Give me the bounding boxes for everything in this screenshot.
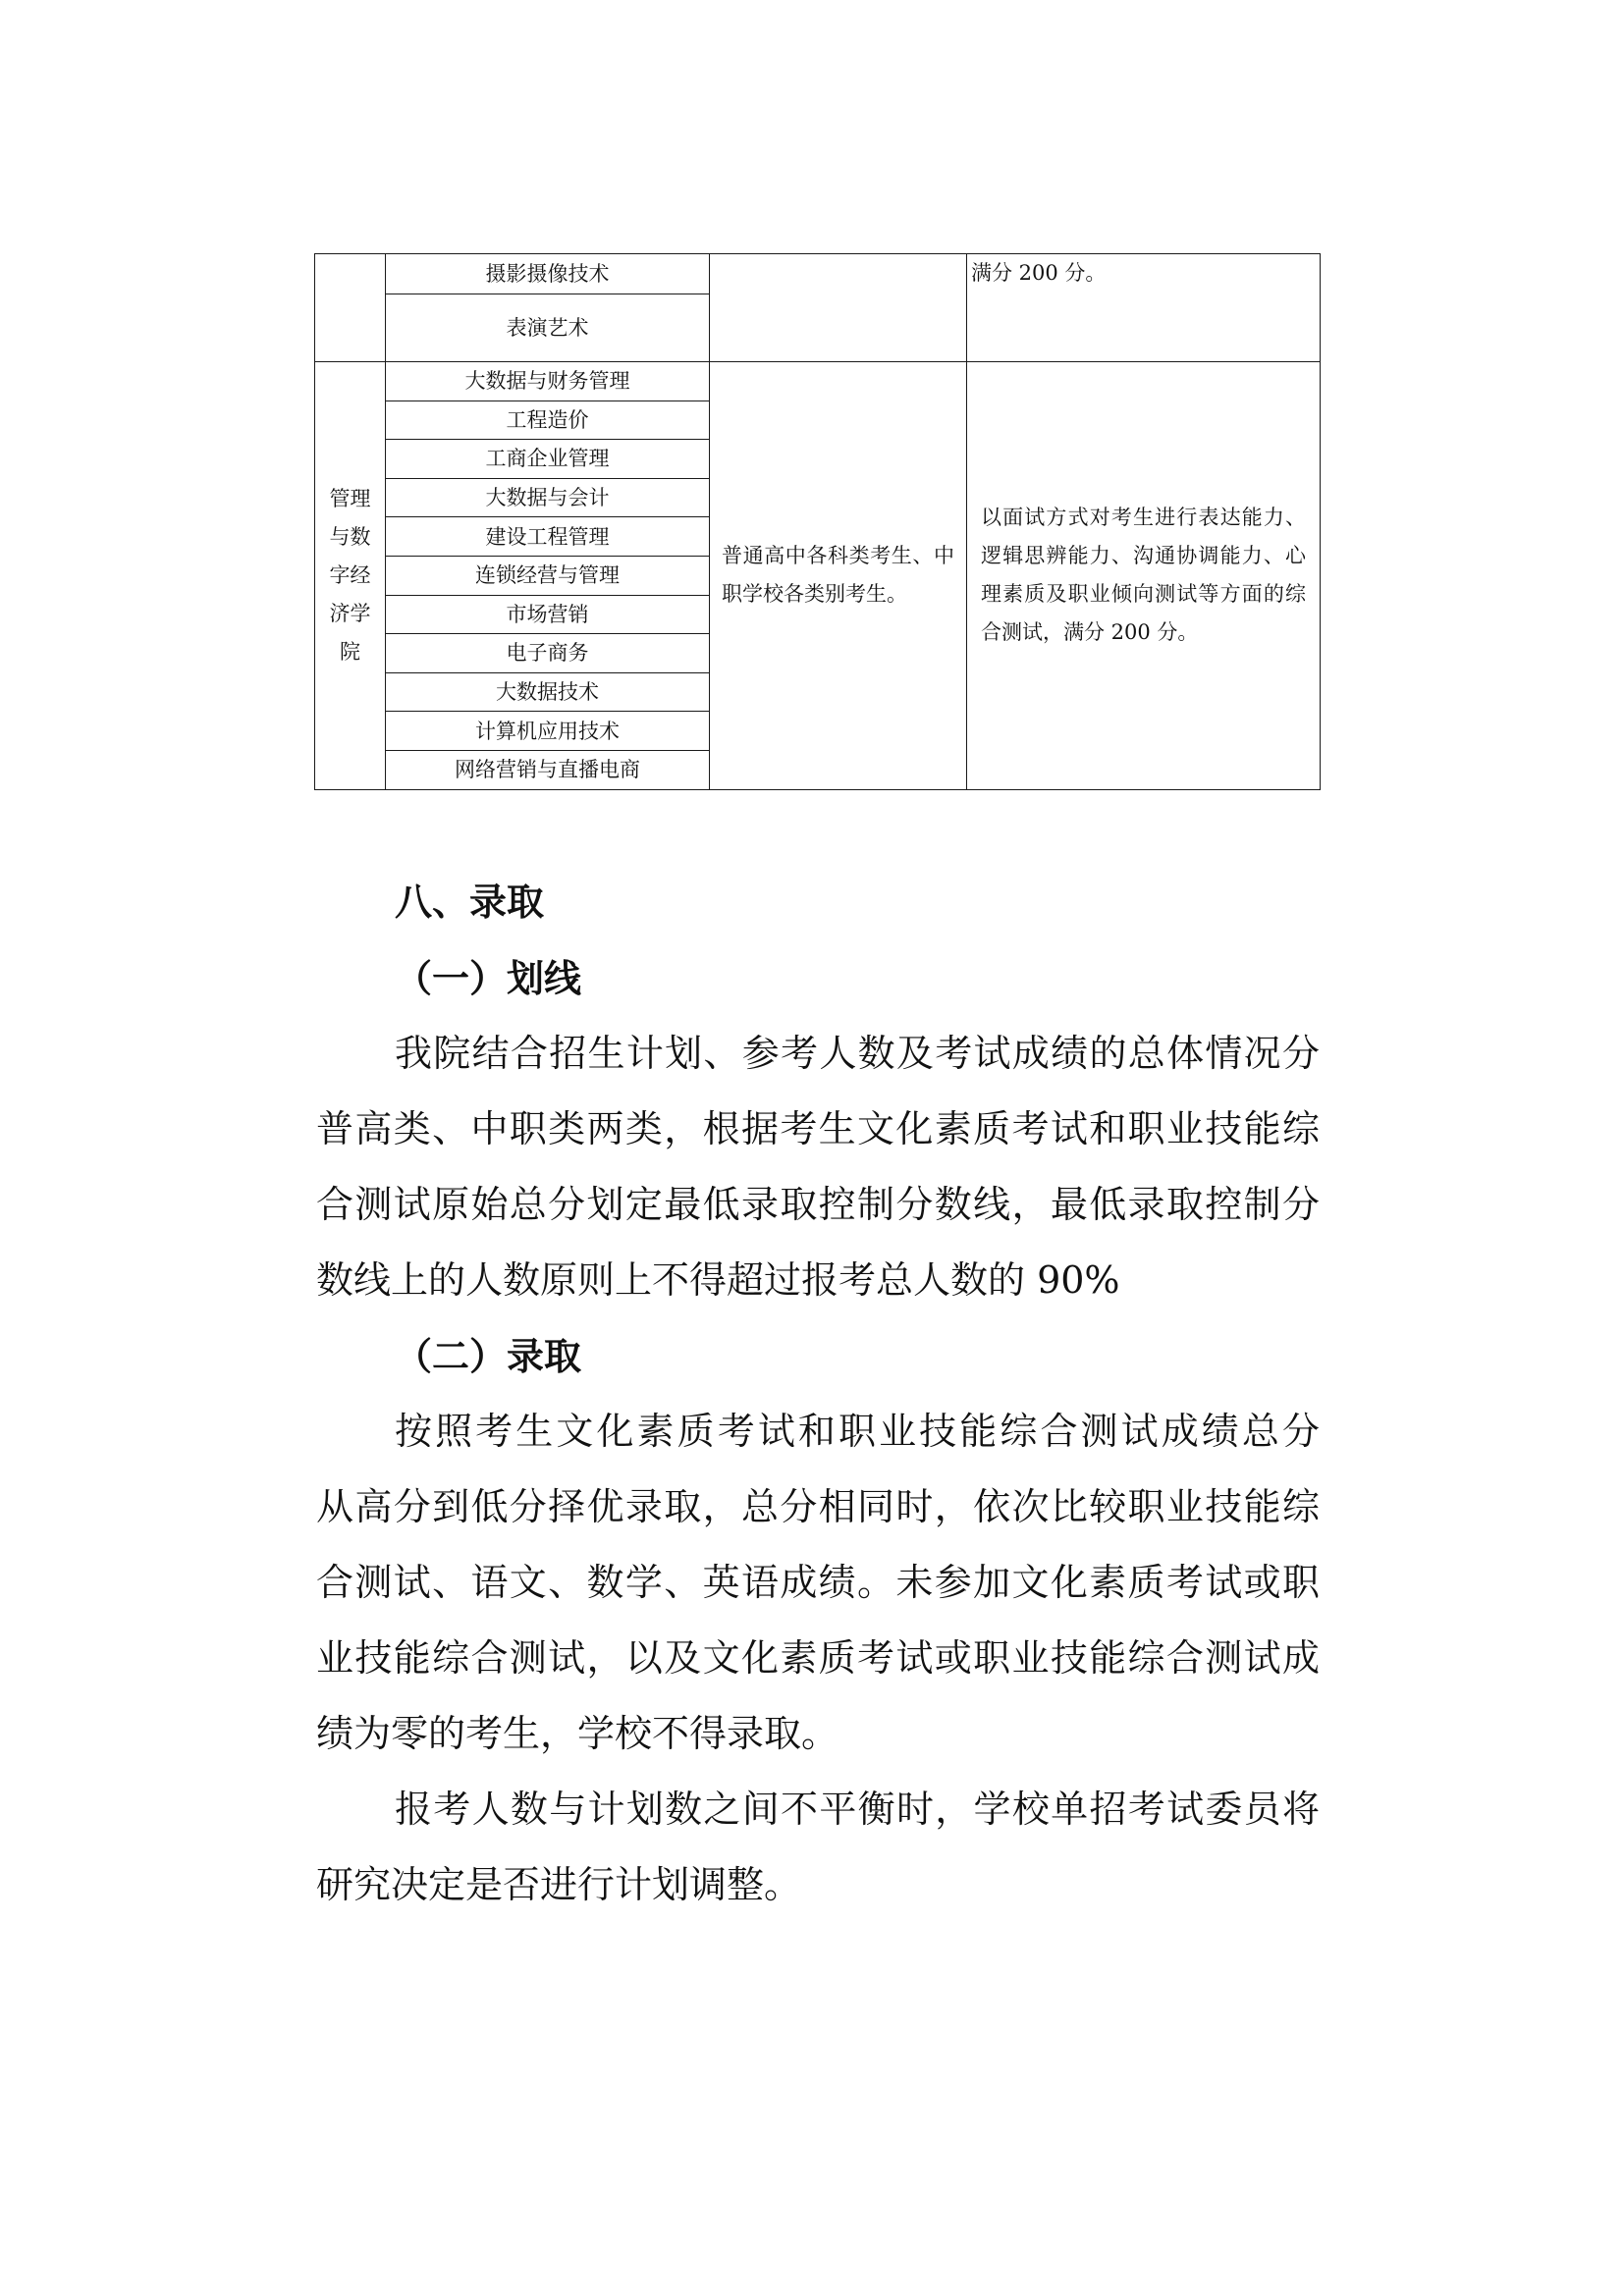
program-table xyxy=(314,253,1321,790)
applicant-cell: 普通高中各科类考生、中职学校各类别考生。 xyxy=(710,362,967,790)
major-cell: 大数据技术 xyxy=(386,672,710,712)
paragraph-line: 数线上的人数原则上不得超过报考总人数的 90% xyxy=(316,1258,1120,1302)
major-cell: 工商企业管理 xyxy=(386,440,710,479)
subsection-heading: （一）划线 xyxy=(395,956,582,1000)
admission-section xyxy=(316,865,1320,1923)
major-cell: 大数据与财务管理 xyxy=(386,362,710,401)
paragraph xyxy=(316,1394,1320,1772)
paragraph-line: 从高分到低分择优录取，总分相同时，依次比较职业技能综 xyxy=(316,1485,1320,1528)
major-cell: 建设工程管理 xyxy=(386,517,710,557)
paragraph xyxy=(316,1016,1320,1318)
paragraph-line: 合测试、语文、数学、英语成绩。未参加文化素质考试或职 xyxy=(316,1561,1320,1604)
major-cell: 电子商务 xyxy=(386,634,710,673)
subsection-heading: （二）录取 xyxy=(395,1334,582,1378)
table-row xyxy=(315,254,1321,294)
college-cell xyxy=(315,254,386,362)
major-cell: 市场营销 xyxy=(386,595,710,634)
college-cell: 管理与数字经济学院 xyxy=(315,362,386,790)
applicant-cell xyxy=(710,254,967,362)
section-heading: 八、录取 xyxy=(395,881,545,924)
paragraph-line: 普高类、中职类两类，根据考生文化素质考试和职业技能综 xyxy=(316,1107,1320,1150)
paragraph-line: 按照考生文化素质考试和职业技能综合测试成绩总分 xyxy=(395,1410,1320,1453)
major-cell: 网络营销与直播电商 xyxy=(386,750,710,789)
paragraph-line: 我院结合招生计划、参考人数及考试成绩的总体情况分 xyxy=(395,1032,1320,1075)
major-cell: 计算机应用技术 xyxy=(386,712,710,751)
major-cell: 工程造价 xyxy=(386,400,710,440)
paragraph-line: 业技能综合测试，以及文化素质考试或职业技能综合测试成 xyxy=(316,1636,1320,1680)
major-cell: 摄影摄像技术 xyxy=(386,254,710,294)
exam-cell: 满分 200 分。 xyxy=(967,254,1321,362)
table-row xyxy=(315,362,1321,401)
exam-cell: 以面试方式对考生进行表达能力、逻辑思辨能力、沟通协调能力、心理素质及职业倾向测试等方面的综合测试，满分 200 分。 xyxy=(967,362,1321,790)
paragraph xyxy=(316,1772,1320,1923)
major-cell: 表演艺术 xyxy=(386,294,710,362)
paragraph-line: 研究决定是否进行计划调整。 xyxy=(316,1863,802,1906)
major-cell: 大数据与会计 xyxy=(386,478,710,517)
paragraph-line: 合测试原始总分划定最低录取控制分数线，最低录取控制分 xyxy=(316,1183,1320,1226)
major-cell: 连锁经营与管理 xyxy=(386,556,710,595)
paragraph-line: 报考人数与计划数之间不平衡时，学校单招考试委员将 xyxy=(395,1788,1320,1831)
paragraph-line: 绩为零的考生，学校不得录取。 xyxy=(316,1712,839,1755)
